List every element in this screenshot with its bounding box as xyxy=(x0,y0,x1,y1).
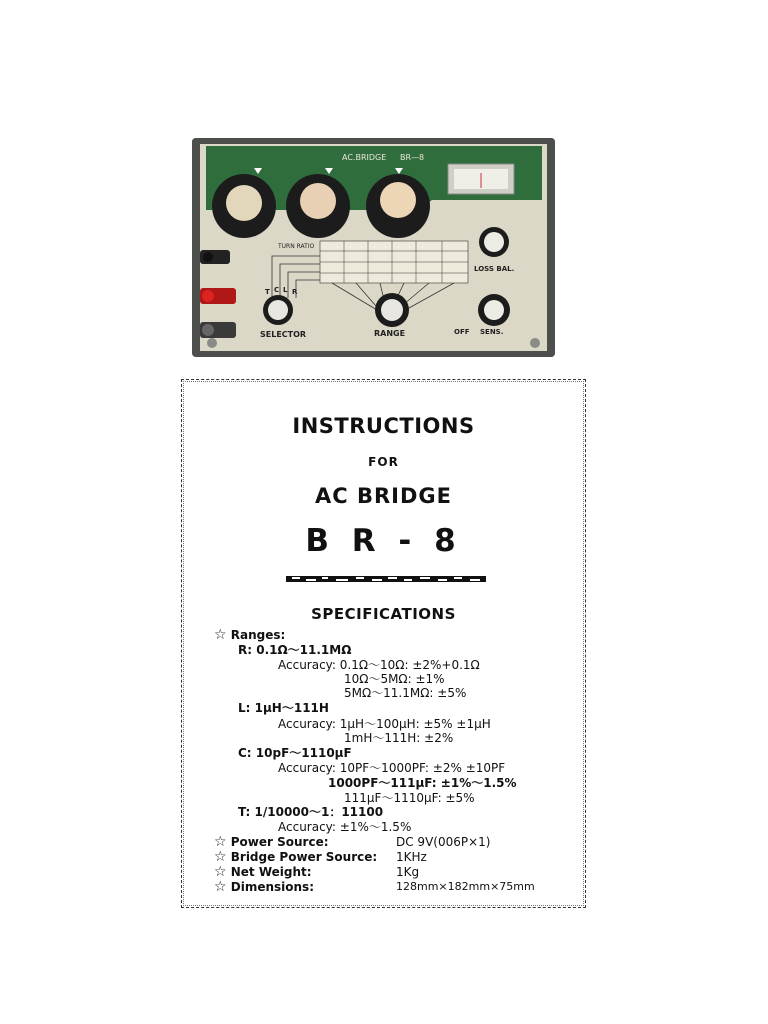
off-label: OFF xyxy=(454,328,470,336)
spec-r-accuracy-2: 10Ω～5MΩ: ±1% xyxy=(344,672,445,686)
knob-3[interactable] xyxy=(366,174,430,238)
instruction-sheet xyxy=(181,379,586,908)
star-icon: ☆ xyxy=(214,864,227,880)
decorative-rule xyxy=(286,574,486,584)
spec-label: Bridge Power Source: xyxy=(230,850,378,864)
spec-text: Ranges: xyxy=(230,628,286,642)
spec-c-range: C: 10pF～1110μF xyxy=(238,746,352,760)
spec-r-accuracy-3: 5MΩ～11.1MΩ: ±5% xyxy=(344,686,467,700)
spec-bridge-power xyxy=(214,850,377,864)
terminal-black-bottom[interactable] xyxy=(200,322,236,338)
selector-letter: L xyxy=(283,286,288,294)
spec-t-range: T: 1/10000～1：11100 xyxy=(238,805,384,819)
spec-c-accuracy-3: 111μF～1110μF: ±5% xyxy=(344,791,475,805)
spec-c-accuracy-1: Accuracy: 10PF～1000PF: ±2% ±10PF xyxy=(278,761,506,775)
spec-l-accuracy-2: 1mH～111H: ±2% xyxy=(344,731,454,745)
loss-bal-label: LOSS BAL. xyxy=(474,265,515,273)
device-illustration xyxy=(192,138,555,357)
selector-letter: T xyxy=(265,288,270,296)
spec-bridge-power-value: 1KHz xyxy=(396,850,427,864)
selector-knob[interactable] xyxy=(263,295,293,325)
spec-c-accuracy-2: 1000PF～111μF: ±1%～1.5% xyxy=(328,776,517,790)
star-icon: ☆ xyxy=(214,849,227,865)
knob-2[interactable] xyxy=(286,174,350,238)
spec-net-weight xyxy=(214,865,312,879)
spec-dimensions xyxy=(214,880,314,894)
spec-l-accuracy-1: Accuracy: 1μH～100μH: ±5% ±1μH xyxy=(278,717,491,731)
star-icon: ☆ xyxy=(214,834,227,850)
sheet-for: FOR xyxy=(368,455,399,469)
specs-heading: SPECIFICATIONS xyxy=(311,605,456,623)
spec-r-range: R: 0.1Ω～11.1MΩ xyxy=(238,643,352,657)
spec-power-source xyxy=(214,835,329,849)
spec-r-accuracy-1: Accuracy: 0.1Ω～10Ω: ±2%+0.1Ω xyxy=(278,658,480,672)
star-icon: ☆ xyxy=(214,627,227,643)
selector-label: SELECTOR xyxy=(260,330,307,339)
range-label: RANGE xyxy=(374,329,406,338)
spec-net-weight-value: 1Kg xyxy=(396,865,420,879)
panel-model: BR—8 xyxy=(400,153,425,162)
spec-l-range: L: 1μH～111H xyxy=(238,701,329,715)
spec-label: Power Source: xyxy=(230,835,329,849)
range-knob[interactable] xyxy=(375,293,409,327)
spec-power-source-value: DC 9V(006P×1) xyxy=(396,835,491,849)
selector-letter: C xyxy=(274,286,280,294)
spec-dimensions-value: 128mm×182mm×75mm xyxy=(396,880,535,893)
spec-t-accuracy: Accuracy: ±1%～1.5% xyxy=(278,820,412,834)
sens-label: SENS. xyxy=(480,328,504,336)
spec-label: Net Weight: xyxy=(230,865,312,879)
knob-1[interactable] xyxy=(212,174,276,238)
sens-knob[interactable] xyxy=(478,294,510,326)
terminal-black-top[interactable] xyxy=(200,250,230,264)
turn-ratio-label: TURN RATIO xyxy=(278,243,315,250)
terminal-red[interactable] xyxy=(200,288,236,304)
selector-letter: R xyxy=(292,288,298,296)
loss-bal-knob[interactable] xyxy=(479,227,509,257)
screw-icon xyxy=(207,338,217,348)
spec-ranges xyxy=(214,628,285,642)
spec-label: Dimensions: xyxy=(230,880,314,894)
sheet-product: AC BRIDGE xyxy=(315,484,452,508)
star-icon: ☆ xyxy=(214,879,227,895)
sheet-title: INSTRUCTIONS xyxy=(292,414,475,438)
sheet-model: B R - 8 xyxy=(305,523,462,559)
screw-icon xyxy=(530,338,540,348)
panel-title: AC.BRIDGE xyxy=(342,153,387,162)
device-photo xyxy=(192,138,555,357)
